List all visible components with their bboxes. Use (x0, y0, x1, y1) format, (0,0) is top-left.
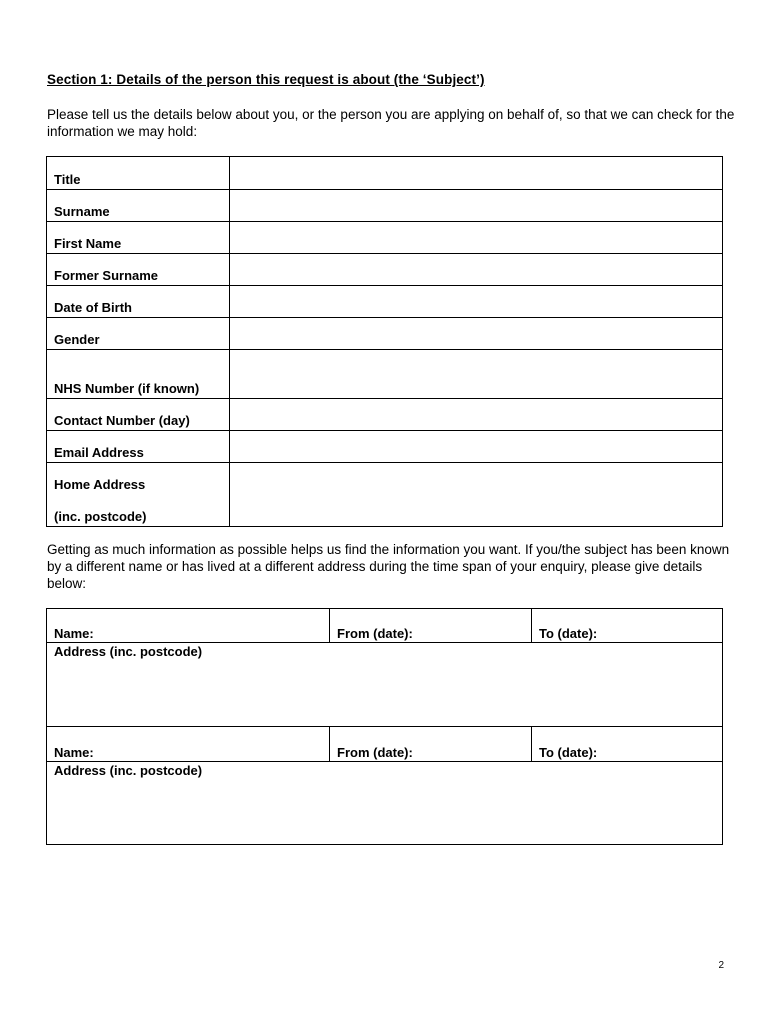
to-date-label-2[interactable]: To (date): (532, 727, 723, 762)
date-of-birth-label: Date of Birth (47, 286, 230, 318)
to-date-label-1[interactable]: To (date): (532, 609, 723, 643)
address-label-2[interactable]: Address (inc. postcode) (47, 762, 723, 845)
gender-label: Gender (47, 318, 230, 350)
history-intro: Getting as much information as possible helps us find the information you want. If you/the subject has been known by a different name or has lived at a different address during the time span of your enquiry, please give details below: (47, 542, 730, 591)
home-address-field[interactable] (230, 463, 723, 527)
home-address-postcode-note: (inc. postcode) (54, 509, 147, 524)
email-address-label: Email Address (47, 431, 230, 463)
section-intro: Please tell us the details below about you, or the person you are applying on behalf of, so that we can check for the information we may hold: (47, 107, 735, 139)
first-name-field[interactable] (230, 222, 723, 254)
address-label-1[interactable]: Address (inc. postcode) (47, 643, 723, 727)
former-surname-label: Former Surname (47, 254, 230, 286)
surname-label: Surname (47, 190, 230, 222)
title-field[interactable] (230, 157, 723, 190)
home-address-label-cell (47, 463, 230, 527)
title-label: Title (47, 157, 230, 190)
first-name-label: First Name (47, 222, 230, 254)
gender-field[interactable] (230, 318, 723, 350)
former-surname-field[interactable] (230, 254, 723, 286)
name-label-2[interactable]: Name: (47, 727, 330, 762)
from-date-label-1[interactable]: From (date): (330, 609, 532, 643)
name-label-1[interactable]: Name: (47, 609, 330, 643)
from-date-label-2[interactable]: From (date): (330, 727, 532, 762)
nhs-number-field[interactable] (230, 350, 723, 399)
page-number: 2 (718, 960, 724, 971)
contact-number-field[interactable] (230, 399, 723, 431)
email-address-field[interactable] (230, 431, 723, 463)
section-heading: Section 1: Details of the person this request is about (the ‘Subject’) (47, 72, 485, 87)
subject-details-table (46, 156, 723, 527)
home-address-label: Home Address (54, 477, 146, 492)
nhs-number-label: NHS Number (if known) (47, 350, 230, 399)
contact-number-label: Contact Number (day) (47, 399, 230, 431)
previous-details-table (46, 608, 723, 845)
surname-field[interactable] (230, 190, 723, 222)
date-of-birth-field[interactable] (230, 286, 723, 318)
